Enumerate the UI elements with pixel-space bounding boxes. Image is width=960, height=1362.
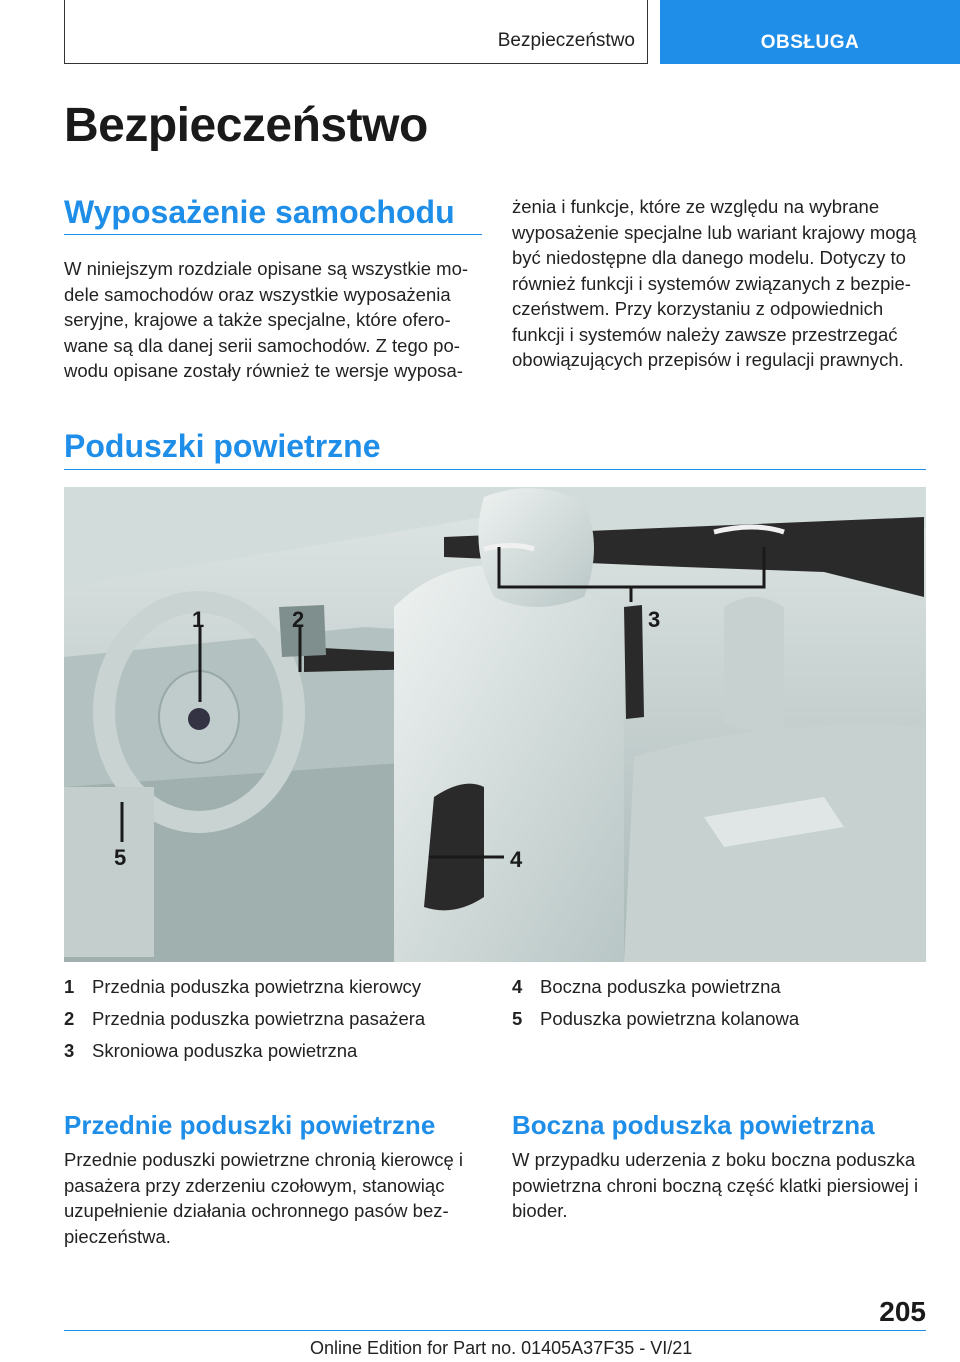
section1-text-col1: W niniejszym rozdziale opisane są wszystkie mo-dele samochodów oraz wszystkie wyposażenia seryjne, krajowe a także specjalne, które ofero-wane są dla danej serii samochodów. Z tego po-wodu opisane zostały również te wersje wyposa- <box>64 258 469 381</box>
header-frame <box>64 0 648 64</box>
page-number: 205 <box>879 1296 926 1327</box>
callout-3: 3 <box>648 607 661 632</box>
page-title: Bezpieczeństwo <box>64 99 428 152</box>
header-tab-obsluga[interactable]: OBSŁUGA <box>660 0 960 64</box>
caption-item: 1 Przednia poduszka powietrzna kierowcy <box>64 976 422 997</box>
header-section-title: Bezpieczeństwo <box>497 30 635 51</box>
caption-item: 4 Boczna poduszka powietrzna <box>512 976 781 997</box>
section-heading-wyposazenie: Wyposażenie samochodu <box>64 194 455 230</box>
airbag-figure <box>64 487 926 962</box>
section-rule <box>64 469 926 470</box>
caption-item: 2 Przednia poduszka powietrzna pasażera <box>64 1008 426 1029</box>
callout-5: 5 <box>114 845 127 870</box>
footer-edition: Online Edition for Part no. 01405A37F35 - VI/21 <box>310 1338 693 1358</box>
airbag-illustration <box>64 487 926 962</box>
callout-4: 4 <box>510 847 523 872</box>
caption-list-right <box>512 971 932 1035</box>
section1-text-col2: żenia i funkcje, które ze względu na wybrane wyposażenie specjalne lub wariant krajowy mogą być niedostępne dla danego modelu. Dotyczy to również funkcji i systemów związanych z bezpie-czeństwem. Przy korzystaniu z odpowiednich funkcji i systemów należy zawsze przestrzegać obowiązujących przepisów i regulacji prawnych. <box>512 196 917 370</box>
section-rule <box>64 234 482 235</box>
callout-1: 1 <box>192 607 205 632</box>
section-heading-boczna: Boczna poduszka powietrzna <box>512 1110 875 1140</box>
callout-2: 2 <box>292 607 305 632</box>
section-heading-poduszki: Poduszki powietrzne <box>64 428 381 464</box>
caption-item: 5 Poduszka powietrzna kolanowa <box>512 1008 800 1029</box>
section-heading-przednie: Przednie poduszki powietrzne <box>64 1110 436 1140</box>
bmw-logo-icon <box>188 708 210 730</box>
section3-text: Przednie poduszki powietrzne chronią kierowcę i pasażera przy zderzeniu czołowym, stanowiąc uzupełnienie działania ochronnego pasów bez-pieczeństwa. <box>64 1149 463 1247</box>
footer-rule <box>64 1330 926 1331</box>
caption-list-left <box>64 971 484 1067</box>
section4-text: W przypadku uderzenia z boku boczna poduszka powietrzna chroni boczną część klatki piersiowej i bioder. <box>512 1149 919 1221</box>
caption-item: 3 Skroniowa poduszka powietrzna <box>64 1040 358 1061</box>
